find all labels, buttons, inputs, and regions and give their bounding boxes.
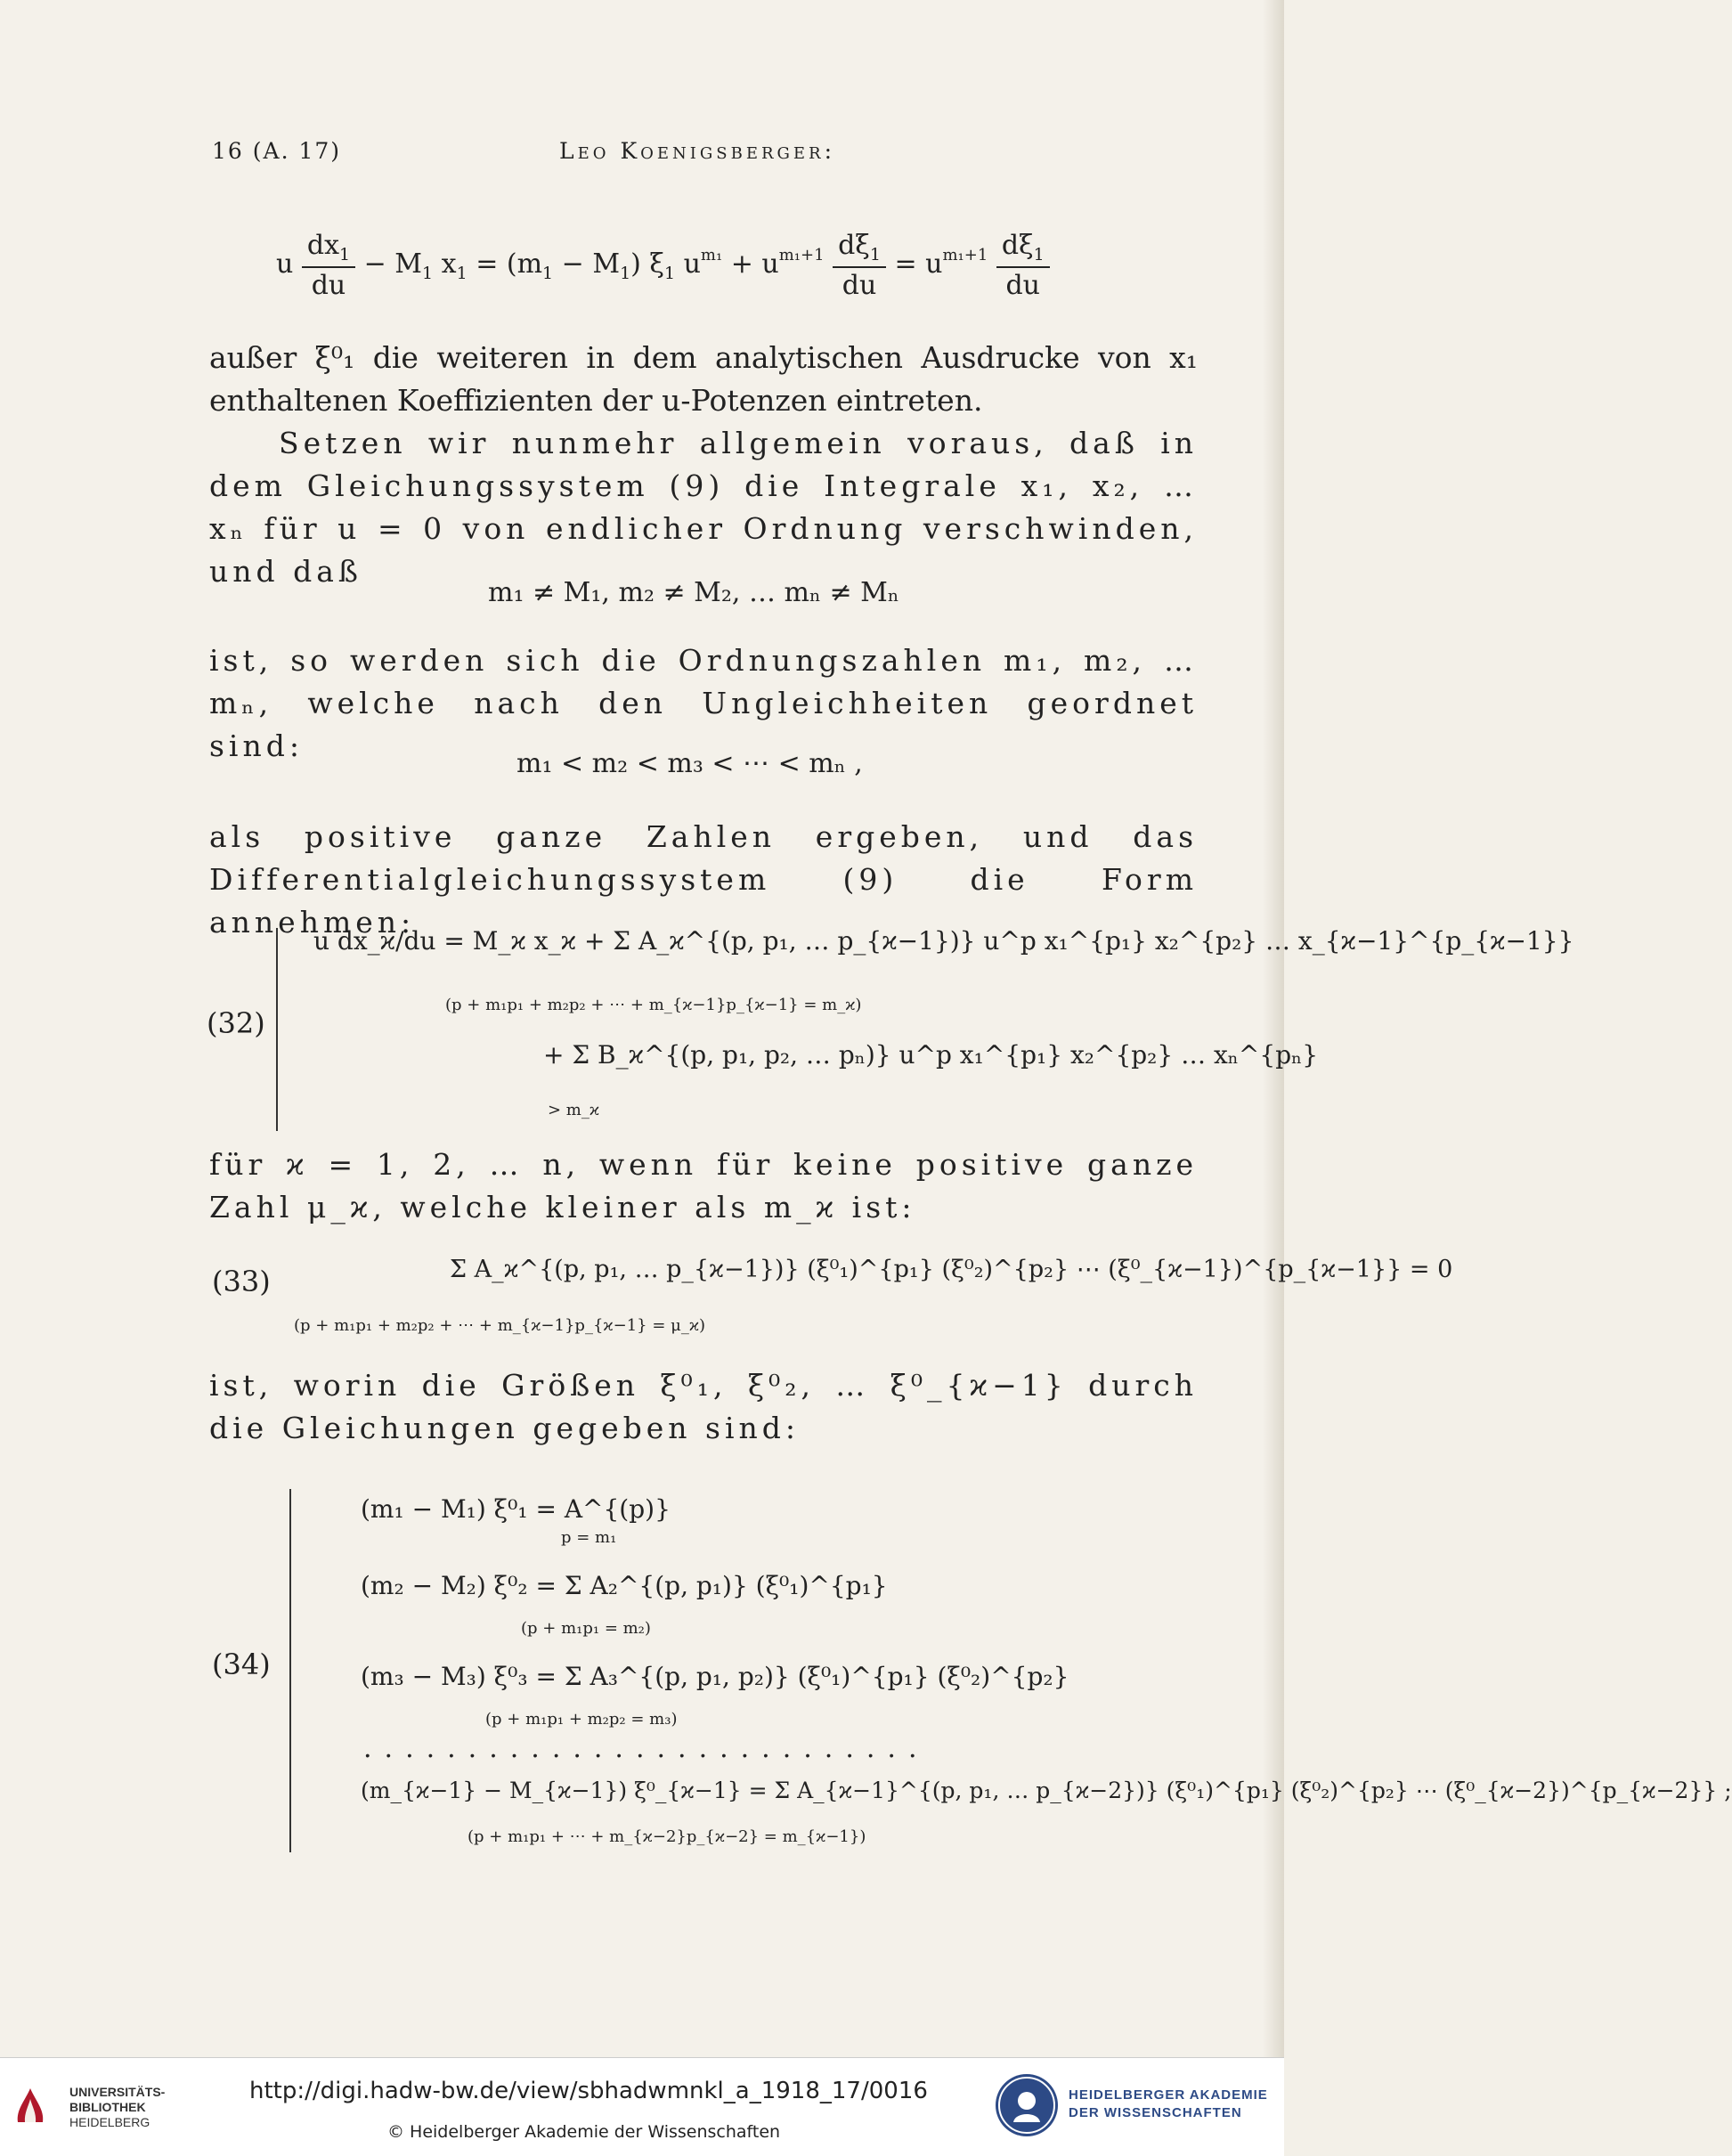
paragraph-5: ist, worin die Größen ξ⁰₁, ξ⁰₂, … ξ⁰_{ϰ−1} durch die Gleichungen gegeben sind:: [209, 1368, 1198, 1445]
page-edge-shadow: [1263, 0, 1284, 2057]
equation-34-ellipsis-row: ...........................: [363, 1733, 930, 1764]
library-name-line-1: UNIVERSITÄTS-: [69, 2085, 166, 2099]
library-name: [69, 2085, 165, 2130]
equation-34-condition-4: (p + m₁p₁ + ⋯ + m_{ϰ−2}p_{ϰ−2} = m_{ϰ−1}): [468, 1827, 866, 1846]
copyright-notice: © Heidelberger Akademie der Wissenschaften: [387, 2122, 781, 2142]
equation-34-condition-2: (p + m₁p₁ = m₂): [521, 1619, 651, 1638]
equation-34-line-1: (m₁ − M₁) ξ⁰₁ = A^{(p)}: [361, 1494, 671, 1524]
equation-33-condition: (p + m₁p₁ + m₂p₂ + ⋯ + m_{ϰ−1}p_{ϰ−1} = μ_ϰ): [294, 1316, 706, 1335]
equation-32-brace: [276, 928, 278, 1131]
equation-32-label: (32): [207, 1006, 265, 1040]
paragraph-2b: ist, so werden sich die Ordnungszahlen m₁, m₂, … mₙ, welche nach den Ungleichheiten geordnet sind:: [209, 643, 1198, 763]
equation-32-condition-1: (p + m₁p₁ + m₂p₂ + ⋯ + m_{ϰ−1}p_{ϰ−1} = m_ϰ): [445, 996, 862, 1014]
equation-34-condition-1: p = m₁: [561, 1528, 617, 1547]
paragraph-1: außer ξ⁰₁ die weiteren in dem analytischen Ausdrucke von x₁ enthaltenen Koeffizienten der u-Potenzen eintreten.: [209, 340, 1198, 418]
academy-seal-icon: [996, 2074, 1058, 2136]
equation-33-body: Σ A_ϰ^{(p, p₁, … p_{ϰ−1})} (ξ⁰₁)^{p₁} (ξ⁰₂)^{p₂} ⋯ (ξ⁰_{ϰ−1})^{p_{ϰ−1}} = 0: [450, 1256, 1453, 1283]
equation-34-line-4: (m_{ϰ−1} − M_{ϰ−1}) ξ⁰_{ϰ−1} = Σ A_{ϰ−1}^{(p, p₁, … p_{ϰ−2})} (ξ⁰₁)^{p₁} (ξ⁰₂)^{p₂} ⋯ (ξ⁰_{ϰ−2})^{p_{ϰ−2}} ;: [361, 1778, 1732, 1803]
equation-33-label: (33): [212, 1265, 271, 1298]
paragraph-4: für ϰ = 1, 2, … n, wenn für keine positive ganze Zahl μ_ϰ, welche kleiner als m_ϰ ist:: [209, 1147, 1198, 1224]
library-name-line-2: BIBLIOTHEK: [69, 2100, 146, 2114]
equation-34-label: (34): [212, 1648, 271, 1681]
equation-34-line-2: (m₂ − M₂) ξ⁰₂ = Σ A₂^{(p, p₁)} (ξ⁰₁)^{p₁}: [361, 1571, 888, 1600]
equation-34-line-3: (m₃ − M₃) ξ⁰₃ = Σ A₃^{(p, p₁, p₂)} (ξ⁰₁)^{p₁} (ξ⁰₂)^{p₂}: [361, 1662, 1069, 1691]
academy-name-line-2: DER WISSENSCHAFTEN: [1069, 2105, 1242, 2120]
permalink-url[interactable]: http://digi.hadw-bw.de/view/sbhadwmnkl_a_1918_17/0016: [249, 2078, 928, 2104]
academy-name-line-1: HEIDELBERGER AKADEMIE: [1069, 2087, 1268, 2103]
author-title: Leo Koenigsberger:: [559, 138, 836, 164]
page-number: 16 (A. 17): [212, 138, 342, 164]
equation-34-brace: [289, 1489, 291, 1852]
equation-32-condition-2: > m_ϰ: [548, 1101, 600, 1119]
footer-bar: [0, 2057, 1284, 2156]
academy-name: [1069, 2087, 1268, 2122]
library-name-line-3: HEIDELBERG: [69, 2115, 150, 2129]
equation-34-condition-3: (p + m₁p₁ + m₂p₂ = m₃): [485, 1710, 678, 1729]
university-library-logo-icon: [12, 2083, 48, 2128]
equation-inequalities: m₁ ≠ M₁, m₂ ≠ M₂, … mₙ ≠ Mₙ: [488, 577, 899, 608]
paragraph-2a: Setzen wir nunmehr allgemein voraus, daß in dem Gleichungssystem (9) die Integrale x₁, x₂, … xₙ für u = 0 von endlicher Ordnung verschwinden, und daß: [209, 426, 1198, 589]
equation-top: u $\frac{dx_1}{du}$ − $M_1$ $x_1 = (m_1 - M_1)$ $\xi_1$ $u^{m_1} + u^{m_1+1}$ $\frac{d\xi_1}{du}$ = $u^{m_1+1}$ $\frac{d\xi_1}{du}$: [276, 230, 1050, 301]
equation-ordering: m₁ < m₂ < m₃ < ⋯ < mₙ ,: [516, 748, 863, 779]
equation-32-line-1: u dx_ϰ/du = M_ϰ x_ϰ + Σ A_ϰ^{(p, p₁, … p_{ϰ−1})} u^p x₁^{p₁} x₂^{p₂} … x_{ϰ−1}^{p_{ϰ−1}}: [313, 926, 1574, 956]
equation-32-line-2: + Σ B_ϰ^{(p, p₁, p₂, … pₙ)} u^p x₁^{p₁} x₂^{p₂} … xₙ^{pₙ}: [543, 1040, 1319, 1070]
paragraph-3: als positive ganze Zahlen ergeben, und das Differentialgleichungssystem (9) die Form annehmen:: [209, 819, 1198, 940]
